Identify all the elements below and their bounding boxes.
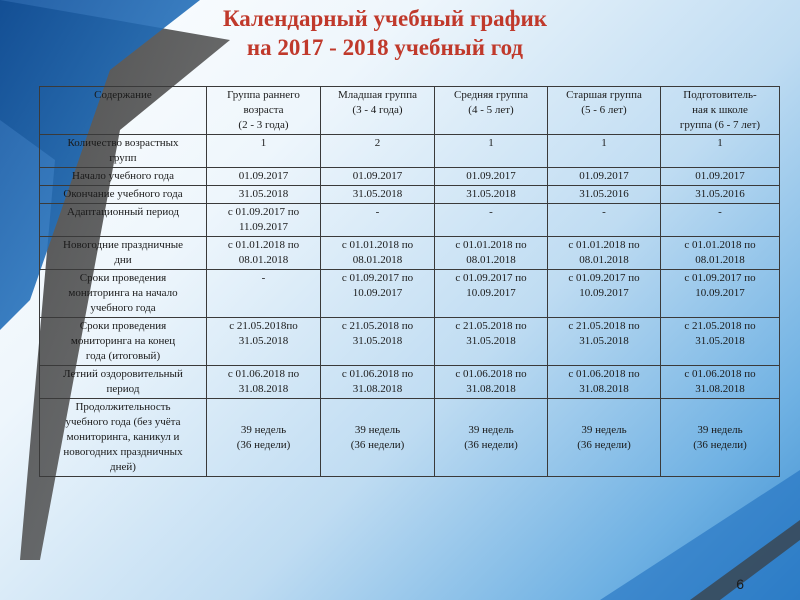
table-row (40, 366, 780, 399)
row-label-line: Летний оздоровительный (63, 368, 183, 380)
row-label-line: дни (114, 254, 132, 266)
header-cell-line: (3 - 4 года) (352, 104, 403, 116)
value-cell (548, 270, 661, 318)
value-cell (435, 186, 548, 204)
value-cell (548, 399, 661, 477)
row-label-cell (40, 366, 207, 399)
table-row (40, 186, 780, 204)
value-cell (321, 135, 435, 168)
value-cell-line: 01.09.2017 (466, 170, 516, 182)
value-cell-line: - (602, 206, 606, 218)
value-cell-line: 1 (260, 137, 267, 149)
value-cell-line: 01.09.2017 (695, 170, 745, 182)
blue-curve-shape (600, 470, 800, 600)
value-cell-line: 31.05.2018 (466, 188, 516, 200)
value-cell (661, 366, 780, 399)
value-cell (661, 399, 780, 477)
value-cell-line: 08.01.2018 (352, 254, 403, 266)
value-cell-line: (36 недели) (464, 438, 518, 451)
row-label-line: Сроки проведения (79, 320, 167, 332)
value-cell-line: с 21.05.2018 по (341, 320, 414, 332)
value-cell (207, 186, 321, 204)
value-cell (321, 237, 435, 270)
value-cell (548, 135, 661, 168)
value-cell-line: с 21.05.2018 по (455, 320, 527, 332)
value-cell-line: с 01.06.2018 по (341, 368, 414, 380)
value-cell (321, 186, 435, 204)
header-row (40, 87, 780, 135)
header-cell-line: Средняя группа (454, 89, 528, 101)
value-cell-line: 31.05.2018 (352, 188, 403, 200)
value-cell-line: 10.09.2017 (579, 287, 629, 299)
value-cell-line: 39 недель (354, 423, 401, 436)
value-cell-line: 31.05.2016 (579, 188, 629, 200)
header-cell-line: Подготовитель- (683, 89, 757, 101)
value-cell (435, 237, 548, 270)
value-cell-line: 31.05.2018 (238, 188, 289, 200)
table-row (40, 237, 780, 270)
value-cell (207, 318, 321, 366)
value-cell-line: 11.09.2017 (238, 221, 289, 233)
value-cell (548, 366, 661, 399)
value-cell-line: 1 (488, 137, 494, 149)
row-label-line: Сроки проведения (79, 272, 167, 284)
row-label-line: дней) (110, 461, 136, 473)
table-row (40, 168, 780, 186)
row-label-line: мониторинга на конец (70, 335, 176, 347)
value-cell-line: 31.05.2016 (695, 188, 745, 200)
header-cell-line: группа (6 - 7 лет) (679, 119, 761, 131)
value-cell-line: - (375, 206, 380, 218)
value-cell-line: с 01.09.2017 по (455, 272, 527, 284)
page-title (150, 4, 620, 62)
value-cell-line: с 01.09.2017 по (684, 272, 756, 284)
header-cell-line: ная к школе (692, 104, 748, 116)
row-label-cell (40, 186, 207, 204)
header-cell-line: (2 - 3 года) (238, 119, 289, 131)
table-row (40, 270, 780, 318)
header-cell-content (40, 87, 207, 135)
value-cell-line: 2 (374, 137, 381, 149)
row-label-line: Количество возрастных (67, 137, 179, 149)
value-cell-line: 10.09.2017 (695, 287, 745, 299)
value-cell (661, 186, 780, 204)
row-label-cell (40, 399, 207, 477)
value-cell-line: 08.01.2018 (695, 254, 745, 266)
value-cell (435, 366, 548, 399)
row-label-line: новогодних праздничных (63, 446, 183, 458)
value-cell (321, 399, 435, 477)
header-cell-line: (5 - 6 лет) (581, 104, 627, 116)
row-label-line: мониторинга, каникул и (66, 431, 180, 443)
row-label-line: Начало учебного года (72, 170, 174, 182)
row-label-line: учебного года (без учёта (65, 416, 181, 428)
value-cell (321, 318, 435, 366)
value-cell-line: 31.05.2018 (238, 335, 289, 347)
value-cell-line: с 01.09.2017 по (227, 206, 300, 218)
header-cell-line: возраста (243, 104, 284, 116)
value-cell-line: - (489, 206, 493, 218)
value-cell (548, 237, 661, 270)
value-cell (661, 270, 780, 318)
header-cell-group (548, 87, 661, 135)
value-cell-line: с 01.01.2018 по (455, 239, 527, 251)
value-cell-line: с 01.01.2018 по (568, 239, 640, 251)
table-header (40, 87, 780, 135)
value-cell (548, 318, 661, 366)
value-cell (207, 168, 321, 186)
value-cell-line: - (261, 272, 266, 284)
value-cell-line: - (718, 206, 722, 218)
table-row (40, 204, 780, 237)
value-cell (661, 204, 780, 237)
value-cell-line: 01.09.2017 (238, 170, 289, 182)
value-cell-line: 39 недель (240, 423, 287, 436)
row-label-cell (40, 168, 207, 186)
table-row (40, 399, 780, 477)
value-cell-line: 10.09.2017 (466, 287, 516, 299)
value-cell (435, 135, 548, 168)
value-cell (661, 168, 780, 186)
row-label-line: мониторинга на начало (68, 287, 178, 299)
row-label-line: Окончание учебного года (63, 188, 183, 200)
value-cell-line: 31.05.2018 (695, 335, 745, 347)
row-label-line: групп (109, 152, 137, 164)
value-cell-line: 31.08.2018 (352, 383, 403, 395)
value-cell-line: с 01.09.2017 по (568, 272, 640, 284)
header-cell-group (661, 87, 780, 135)
row-label-line: Новогодние праздничные (63, 239, 183, 251)
value-cell-line: с 21.05.2018 по (684, 320, 756, 332)
value-cell (207, 204, 321, 237)
header-cell-group (321, 87, 435, 135)
value-cell (661, 318, 780, 366)
value-cell (435, 168, 548, 186)
value-cell-line: с 21.05.2018 по (568, 320, 640, 332)
value-cell (548, 168, 661, 186)
value-cell-line: 31.08.2018 (238, 383, 289, 395)
value-cell-line: 31.08.2018 (695, 383, 745, 395)
value-cell (548, 186, 661, 204)
title-line-2: на 2017 - 2018 учебный год (246, 35, 524, 60)
value-cell (207, 366, 321, 399)
value-cell-line: 39 недель (697, 423, 743, 436)
value-cell-line: 31.05.2018 (352, 335, 403, 347)
value-cell-line: с 01.09.2017 по (341, 272, 414, 284)
value-cell (207, 399, 321, 477)
header-cell-group (207, 87, 321, 135)
table-row (40, 135, 780, 168)
header-cell-line: Содержание (94, 89, 152, 101)
value-cell-line: с 01.01.2018 по (227, 239, 300, 251)
value-cell-line: 31.08.2018 (466, 383, 516, 395)
value-cell-line: (36 недели) (350, 438, 405, 451)
value-cell (321, 270, 435, 318)
header-cell-line: Младшая группа (338, 89, 417, 101)
value-cell (321, 204, 435, 237)
row-label-cell (40, 237, 207, 270)
value-cell (207, 237, 321, 270)
value-cell-line: (36 недели) (693, 438, 747, 451)
header-cell-group (435, 87, 548, 135)
value-cell (435, 399, 548, 477)
value-cell-line: с 01.01.2018 по (341, 239, 414, 251)
value-cell (207, 135, 321, 168)
header-cell-line: (4 - 5 лет) (468, 104, 514, 116)
value-cell (321, 168, 435, 186)
row-label-line: период (106, 383, 140, 395)
row-label-cell (40, 204, 207, 237)
row-label-line: года (итоговый) (85, 350, 161, 362)
value-cell (207, 270, 321, 318)
value-cell-line: 01.09.2017 (352, 170, 403, 182)
header-cell-line: Группа раннего (227, 89, 300, 101)
value-cell-line: с 01.06.2018 по (684, 368, 756, 380)
value-cell-line: 31.08.2018 (579, 383, 629, 395)
table-row (40, 318, 780, 366)
value-cell-line: 1 (601, 137, 607, 149)
table-body (40, 135, 780, 477)
value-cell-line: с 01.06.2018 по (455, 368, 527, 380)
value-cell (548, 204, 661, 237)
value-cell-line: 31.05.2018 (466, 335, 516, 347)
value-cell-line: 1 (717, 137, 723, 149)
header-cell-line: Старшая группа (566, 89, 642, 101)
value-cell-line: 39 недель (581, 423, 627, 436)
value-cell-line: 39 недель (468, 423, 514, 436)
value-cell-line: 01.09.2017 (579, 170, 629, 182)
value-cell-line: 10.09.2017 (352, 287, 403, 299)
schedule-table (39, 86, 780, 477)
value-cell (661, 237, 780, 270)
value-cell-line: с 21.05.2018по (229, 320, 298, 332)
row-label-cell (40, 318, 207, 366)
value-cell-line: (36 недели) (236, 438, 291, 451)
row-label-line: учебного года (90, 302, 156, 314)
value-cell-line: с 01.01.2018 по (684, 239, 756, 251)
value-cell-line: 31.05.2018 (579, 335, 629, 347)
value-cell-line: 08.01.2018 (579, 254, 629, 266)
title-line-1: Календарный учебный график (222, 6, 548, 31)
value-cell (435, 318, 548, 366)
value-cell (435, 204, 548, 237)
value-cell-line: 08.01.2018 (238, 254, 289, 266)
value-cell (661, 135, 780, 168)
value-cell-line: 08.01.2018 (466, 254, 516, 266)
value-cell (435, 270, 548, 318)
value-cell-line: (36 недели) (577, 438, 631, 451)
value-cell-line: с 01.06.2018 по (227, 368, 300, 380)
row-label-line: Продолжительность (75, 401, 171, 413)
row-label-cell (40, 270, 207, 318)
value-cell-line: с 01.06.2018 по (568, 368, 640, 380)
value-cell (321, 366, 435, 399)
row-label-line: Адаптационный период (67, 206, 179, 218)
row-label-cell (40, 135, 207, 168)
page-number: 6 (736, 576, 744, 592)
